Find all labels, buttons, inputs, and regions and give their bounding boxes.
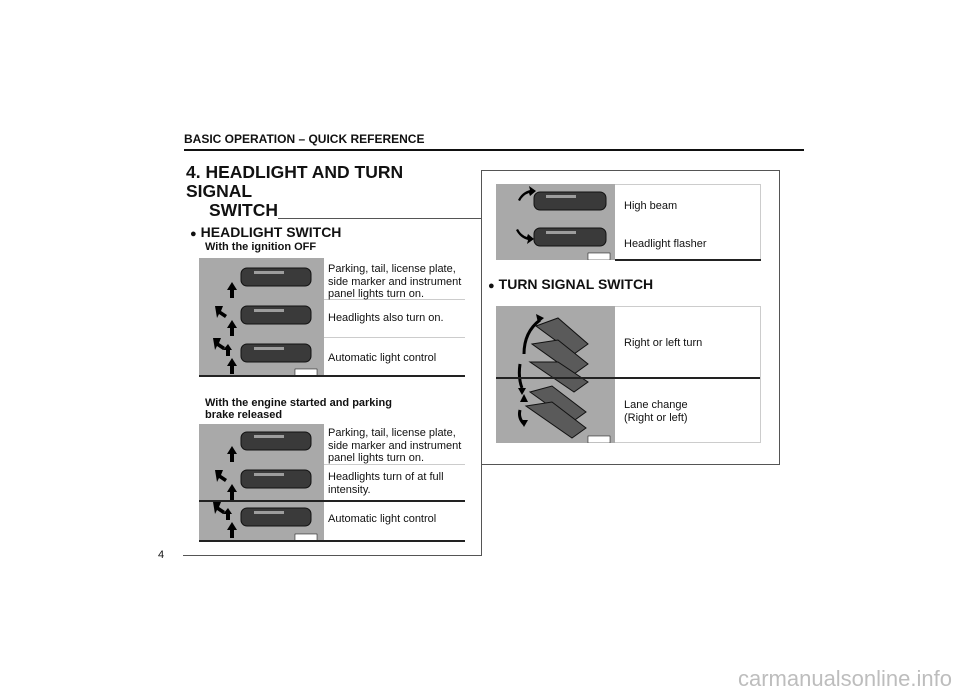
caption-headlight-flasher: Headlight flasher <box>624 238 707 250</box>
headlight-lever-icon <box>199 258 324 376</box>
beam-lever-icon <box>496 184 615 260</box>
section-title-line-1: 4. HEADLIGHT AND TURN <box>186 162 404 182</box>
group-bottom-rule <box>615 259 761 261</box>
group-bottom-rule <box>199 375 465 377</box>
row-divider <box>324 337 465 338</box>
headlight-switch-title: HEADLIGHT SWITCH <box>200 224 342 240</box>
page-number: 4 <box>158 549 165 561</box>
headlight-switch-heading <box>190 224 341 240</box>
turn-signal-illustration <box>496 306 615 443</box>
row-rule <box>199 500 465 502</box>
caption-high-beam: High beam <box>624 200 678 212</box>
row-divider <box>615 306 761 307</box>
header-rule <box>184 149 804 151</box>
caption-ignition-off-2: Headlights also turn on. <box>328 312 444 324</box>
caption-ignition-off-3: Automatic light control <box>328 352 437 364</box>
section-title <box>186 163 403 220</box>
watermark: carmanualsonline.info <box>737 666 952 691</box>
headlight-illustration-2 <box>199 424 324 541</box>
headlight-lever-icon <box>199 424 324 541</box>
caption-engine-started-3: Automatic light control <box>328 513 437 525</box>
row-divider <box>615 184 761 185</box>
group-bottom-rule <box>199 540 465 542</box>
turn-signal-heading <box>488 276 653 292</box>
section-title-line-2: SIGNAL <box>186 181 253 201</box>
turn-lever-icon <box>496 306 615 443</box>
turn-signal-title: TURN SIGNAL SWITCH <box>498 276 654 292</box>
caption-lane-change-line-1: Lane change <box>624 399 688 411</box>
bullet-icon: ● <box>488 280 495 292</box>
caption-lane-change <box>624 399 688 424</box>
beam-illustration <box>496 184 615 260</box>
cell-border <box>760 306 761 443</box>
cell-border <box>760 184 761 260</box>
bullet-icon: ● <box>190 228 197 240</box>
running-header: BASIC OPERATION – QUICK REFERENCE <box>184 132 425 146</box>
headlight-panel-top-border <box>278 218 482 219</box>
row-divider <box>615 442 761 443</box>
engine-started-label-line-1: With the engine started and parking <box>205 397 392 409</box>
caption-engine-started-1: Parking, tail, license plate, side marker and instrument panel lights turn on. <box>328 427 462 464</box>
caption-right-or-left-turn: Right or left turn <box>624 337 703 349</box>
caption-ignition-off-1: Parking, tail, license plate, side marker and instrument panel lights turn on. <box>328 263 462 300</box>
caption-lane-change-line-2: (Right or left) <box>624 411 688 424</box>
engine-started-label <box>205 397 392 421</box>
section-title-line-3: SWITCH <box>209 200 279 220</box>
caption-engine-started-2: Headlights turn of at full intensity. <box>328 471 444 496</box>
ignition-off-label: With the ignition OFF <box>205 241 317 253</box>
headlight-illustration-1 <box>199 258 324 376</box>
engine-started-label-line-2: brake released <box>205 409 283 421</box>
row-rule <box>496 377 761 379</box>
